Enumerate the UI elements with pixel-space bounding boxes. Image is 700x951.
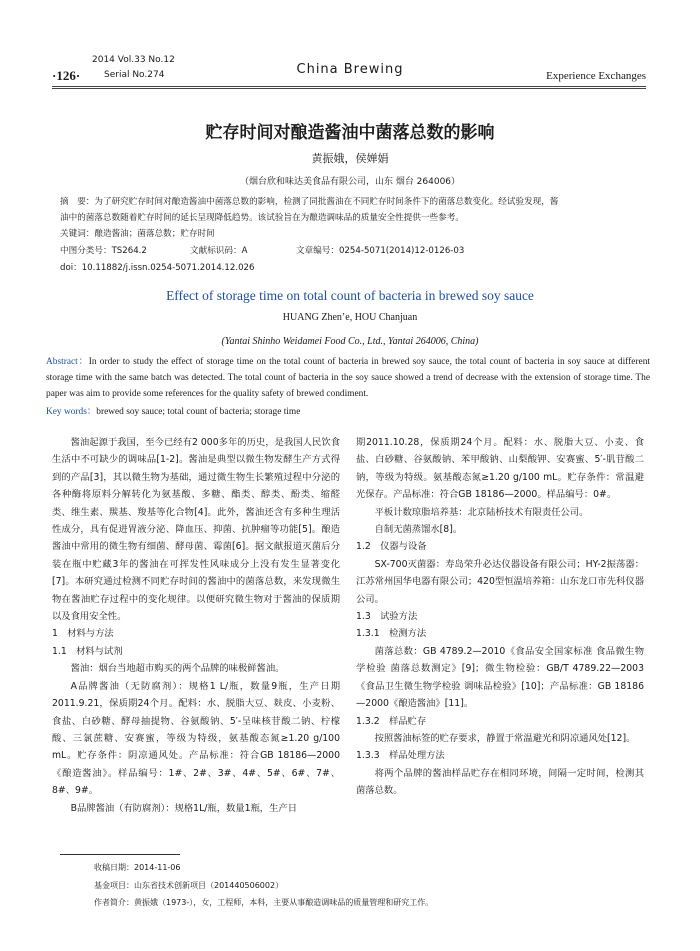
abstract-en-label: Abstract： xyxy=(46,357,89,367)
abstract-zh-label: 摘 要： xyxy=(60,197,95,207)
header-rule-thin xyxy=(52,88,646,89)
volume-info: 2014 Vol.33 No.12 xyxy=(92,55,175,65)
authors-en: HUANG Zhen’e, HOU Chanjuan xyxy=(282,312,418,323)
abstract-en-text: In order to study the effect of storage time on the total count of bacteria in brewed soy sauce, the total count of bacteria in soy sauce at different storage time with the same batch was detected. The total count of bacteria in the soy sauce showed a trend of decrease with the extension of storage time. The paper was aim to provide some references for the quality safety of brewed condiment. xyxy=(46,357,650,399)
section-heading-1: 1 材料与方法 xyxy=(52,628,114,640)
document-code: 文献标识码：A xyxy=(190,246,248,256)
brand-b-paragraph: B品牌酱油（有防腐剂）：规格1L/瓶，数量1瓶，生产日 xyxy=(70,802,297,814)
affiliation-zh: （烟台欣和味达美食品有限公司，山东 烟台 264006） xyxy=(239,177,461,187)
footnote-received: 收稿日期：2014-11-06 xyxy=(94,863,181,872)
brand-a-paragraph: A品牌酱油（无防腐剂）：规格1 L/瓶，数量9瓶，生产日期2011.9.21，保质期24个月。配料：水、脱脂大豆、麸皮、小麦粉、食盐、白砂糖、酵母抽提物、谷氨酸钠、5′-呈味核苷酸二钠、柠檬酸、三氯蔗糖、安赛蜜，等级为特级，氨基酸态氮≥1.20 g/100 mL。贮存条件：阴凉通风处。产品标准：符合GB 18186—2000《酿造酱油》。样品编号：1#、2#、3#、4#、5#、6#、7#、8#、9#。 xyxy=(52,680,340,797)
processing-paragraph: 将两个品牌的酱油样品贮存在相同环境，间隔一定时间，检测其菌落总数。 xyxy=(356,767,644,797)
article-number: 文章编号：0254-5071(2014)12-0126-03 xyxy=(296,246,465,256)
storage-paragraph: 按照酱油标签的贮存要求，静置于常温避光和阴凉通风处[12]。 xyxy=(374,732,636,744)
footnote-author-bio: 作者简介：黄振娥（1973-），女，工程师，本科，主要从事酿造调味品的质量管理和研究工作。 xyxy=(94,898,434,907)
keywords-en-label: Key words： xyxy=(46,407,97,417)
keywords-en-text: brewed soy sauce; total count of bacteria; storage time xyxy=(96,407,301,417)
footnote-rule xyxy=(60,854,180,855)
abstract-zh-text1: 为了研究贮存时间对酿造酱油中菌落总数的影响，检测了同批酱油在不同贮存时间条件下的菌落总数变化。经试验发现，酱 xyxy=(94,197,559,207)
section-heading-1-2: 1.2 仪器与设备 xyxy=(356,541,427,553)
footnote-fund: 基金项目：山东省技术创新项目（201440506002） xyxy=(94,881,284,890)
medium-paragraph: 平板计数琼脂培养基：北京陆桥技术有限责任公司。 xyxy=(374,506,589,518)
authors-zh: 黄振娥，侯婵娟 xyxy=(311,152,389,165)
page-number: ·126· xyxy=(52,68,81,83)
journal-name: China Brewing xyxy=(296,62,404,77)
clc-number: 中图分类号：TS264.2 xyxy=(60,246,147,256)
keywords-en xyxy=(46,404,650,420)
section-name: Experience Exchanges xyxy=(546,70,646,82)
materials-paragraph: 酱油：烟台当地超市购买的两个品牌的味极鲜酱油。 xyxy=(70,663,285,675)
right-column xyxy=(356,434,644,800)
method-paragraph: 菌落总数：GB 4789.2—2010《食品安全国家标准 食品微生物学检验 菌落总数测定》[9]；微生物检验：GB/T 4789.22—2003《食品卫生微生物学检验 调味品检验》[10]；产品标准：GB 18186—2000《酿造酱油》[11]。 xyxy=(356,645,644,710)
classification-row xyxy=(60,243,644,259)
abstract-zh-line2: 油中的菌落总数随着贮存时间的延长呈现降低趋势。该试验旨在为酿造调味品的质量安全性提供一些参考。 xyxy=(60,213,464,223)
page-title: 贮存时间对酿造酱油中菌落总数的影响 xyxy=(205,123,495,143)
water-paragraph: 自制无菌蒸馏水[8]。 xyxy=(374,524,463,536)
abstract-en xyxy=(46,354,650,402)
keywords-zh: 关键词：酿造酱油；菌落总数；贮存时间 xyxy=(60,229,215,239)
section-heading-1-1: 1.1 材料与试剂 xyxy=(52,645,123,657)
section-heading-1-3-1: 1.3.1 检测方法 xyxy=(356,628,427,640)
header-rule xyxy=(52,86,646,87)
equipment-paragraph: SX-700灭菌器：寿岛荣升必达仪器设备有限公司；HY-2振荡器：江苏常州国华电器有限公司；420型恒温培养箱：山东龙口市先科仪器公司。 xyxy=(356,558,644,605)
section-heading-1-3-2: 1.3.2 样品贮存 xyxy=(356,715,427,727)
abstract-zh-line1 xyxy=(60,194,644,210)
affiliation-en: (Yantai Shinho Weidamei Food Co., Ltd., Yantai 264006, China) xyxy=(221,336,479,347)
english-title: Effect of storage time on total count of bacteria in brewed soy sauce xyxy=(166,288,534,303)
section-heading-1-3: 1.3 试验方法 xyxy=(356,611,418,623)
intro-paragraph: 酱油起源于我国，至今已经有2 000多年的历史，是我国人民饮食生活中不可缺少的调味品[1-2]。酱油是典型以微生物发酵生产方式得到的产品[3]，其以微生物为基础，通过微生物生长繁殖过程中分泌的各种酶将原料分解转化为氨基酸、多糖、酯类、醇类、酚类、缩醛类、维生素、羰基、羧基等化合物[4]。此外，酱油还含有多种生理活性成分，具有促进胃液分泌、降血压、抑菌、抗肿瘤等功能[5]。酿造酱油中常用的微生物有细菌、酵母菌、霉菌[6]。据文献报道灭菌后分装在瓶中贮藏3年的酱油在可挥发性风味成分上没有发生显著变化[7]。本研究通过检测不同贮存时间的酱油中的菌落总数，来发现微生物在酱油贮存过程中的变化规律。以便研究微生物对于酱油的保质期以及食用安全性。 xyxy=(52,437,340,623)
serial-info: Serial No.274 xyxy=(104,70,165,80)
doi: doi：10.11882/j.issn.0254-5071.2014.12.026 xyxy=(60,263,255,273)
brand-b-continued: 期2011.10.28，保质期24个月。配料：水、脱脂大豆、小麦、食盐、白砂糖、谷氨酸钠、苯甲酸钠、山梨酸钾、安赛蜜、5′-肌苷酸二钠，等级为特级。氨基酸态氮≥1.20 g/100 mL。贮存条件：常温避光保存。产品标准：符合GB 18186—2000。样品编号：0#。 xyxy=(356,437,644,501)
left-column xyxy=(52,434,340,817)
section-heading-1-3-3: 1.3.3 样品处理方法 xyxy=(356,750,445,762)
